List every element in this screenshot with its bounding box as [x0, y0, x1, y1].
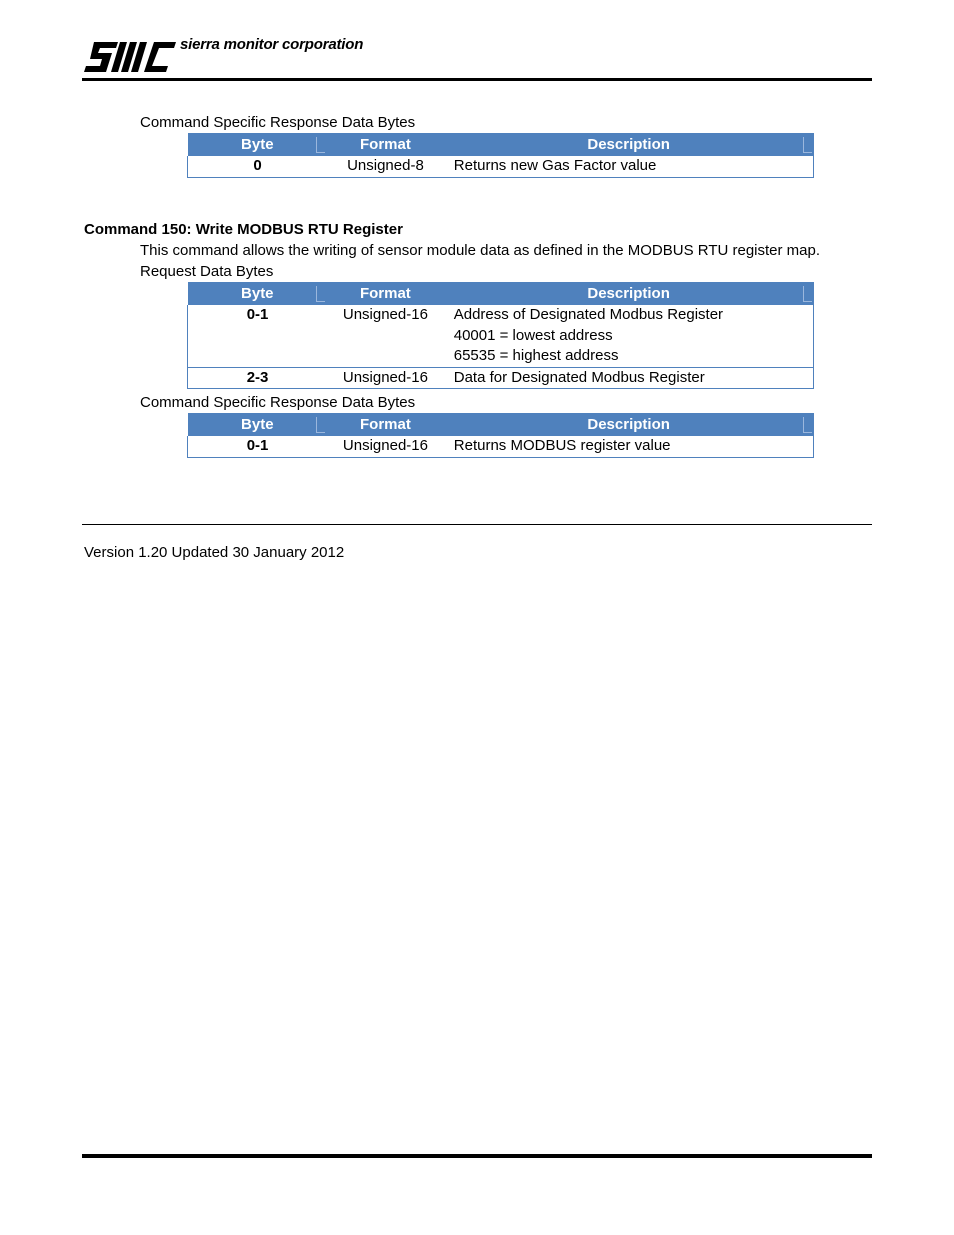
- response-caption-1: Command Specific Response Data Bytes: [140, 114, 416, 131]
- cell-format: Unsigned-16: [342, 368, 428, 386]
- cell-description: [444, 156, 814, 177]
- table-row: [188, 156, 814, 177]
- cell-format: Unsigned-16: [342, 437, 428, 454]
- cell-byte: 0-1: [246, 306, 269, 323]
- company-name: sierra monitor corporation: [180, 36, 364, 53]
- col-format: Format: [327, 133, 444, 156]
- col-description: Description: [444, 282, 814, 305]
- table-row: [188, 436, 814, 457]
- command-150-title: Command 150: Write MODBUS RTU Register: [84, 221, 403, 238]
- cell-byte: 2-3: [246, 368, 269, 386]
- cell-description: [444, 367, 814, 389]
- desc-line: Data for Designated Modbus Register: [453, 368, 705, 386]
- col-byte: Byte: [188, 133, 328, 156]
- desc-line: Returns MODBUS register value: [453, 437, 671, 454]
- desc-line: 65535 = highest address: [453, 347, 619, 364]
- col-byte: Byte: [188, 413, 328, 436]
- request-caption: Request Data Bytes: [140, 263, 274, 280]
- cell-description: [444, 305, 814, 367]
- cell-byte: 0: [253, 157, 262, 174]
- desc-line: 40001 = lowest address: [453, 326, 613, 344]
- response-table-2: [187, 413, 814, 458]
- cell-format: Unsigned-16: [342, 306, 428, 323]
- col-description: Description: [444, 133, 814, 156]
- response-table-1: [187, 133, 814, 178]
- table-row: [188, 305, 814, 367]
- table-row: [188, 367, 814, 389]
- page-bottom-rule: [82, 1154, 872, 1158]
- version-text: Version 1.20 Updated 30 January 2012: [84, 544, 345, 561]
- request-table: [187, 282, 814, 389]
- col-byte: Byte: [188, 282, 328, 305]
- col-format: Format: [327, 282, 444, 305]
- desc-line: Returns new Gas Factor value: [453, 157, 657, 174]
- cell-format: Unsigned-8: [347, 157, 424, 174]
- cell-description: [444, 436, 814, 457]
- smc-logo: [84, 38, 176, 76]
- cell-byte: 0-1: [246, 437, 269, 454]
- header-rule: [82, 78, 872, 81]
- response-caption-2: Command Specific Response Data Bytes: [140, 394, 416, 411]
- command-150-intro: This command allows the writing of sensor module data as defined in the MODBUS RTU register map.: [140, 242, 821, 259]
- col-format: Format: [327, 413, 444, 436]
- footer-rule: [82, 524, 872, 525]
- col-description: Description: [444, 413, 814, 436]
- desc-line: Address of Designated Modbus Register: [453, 306, 724, 323]
